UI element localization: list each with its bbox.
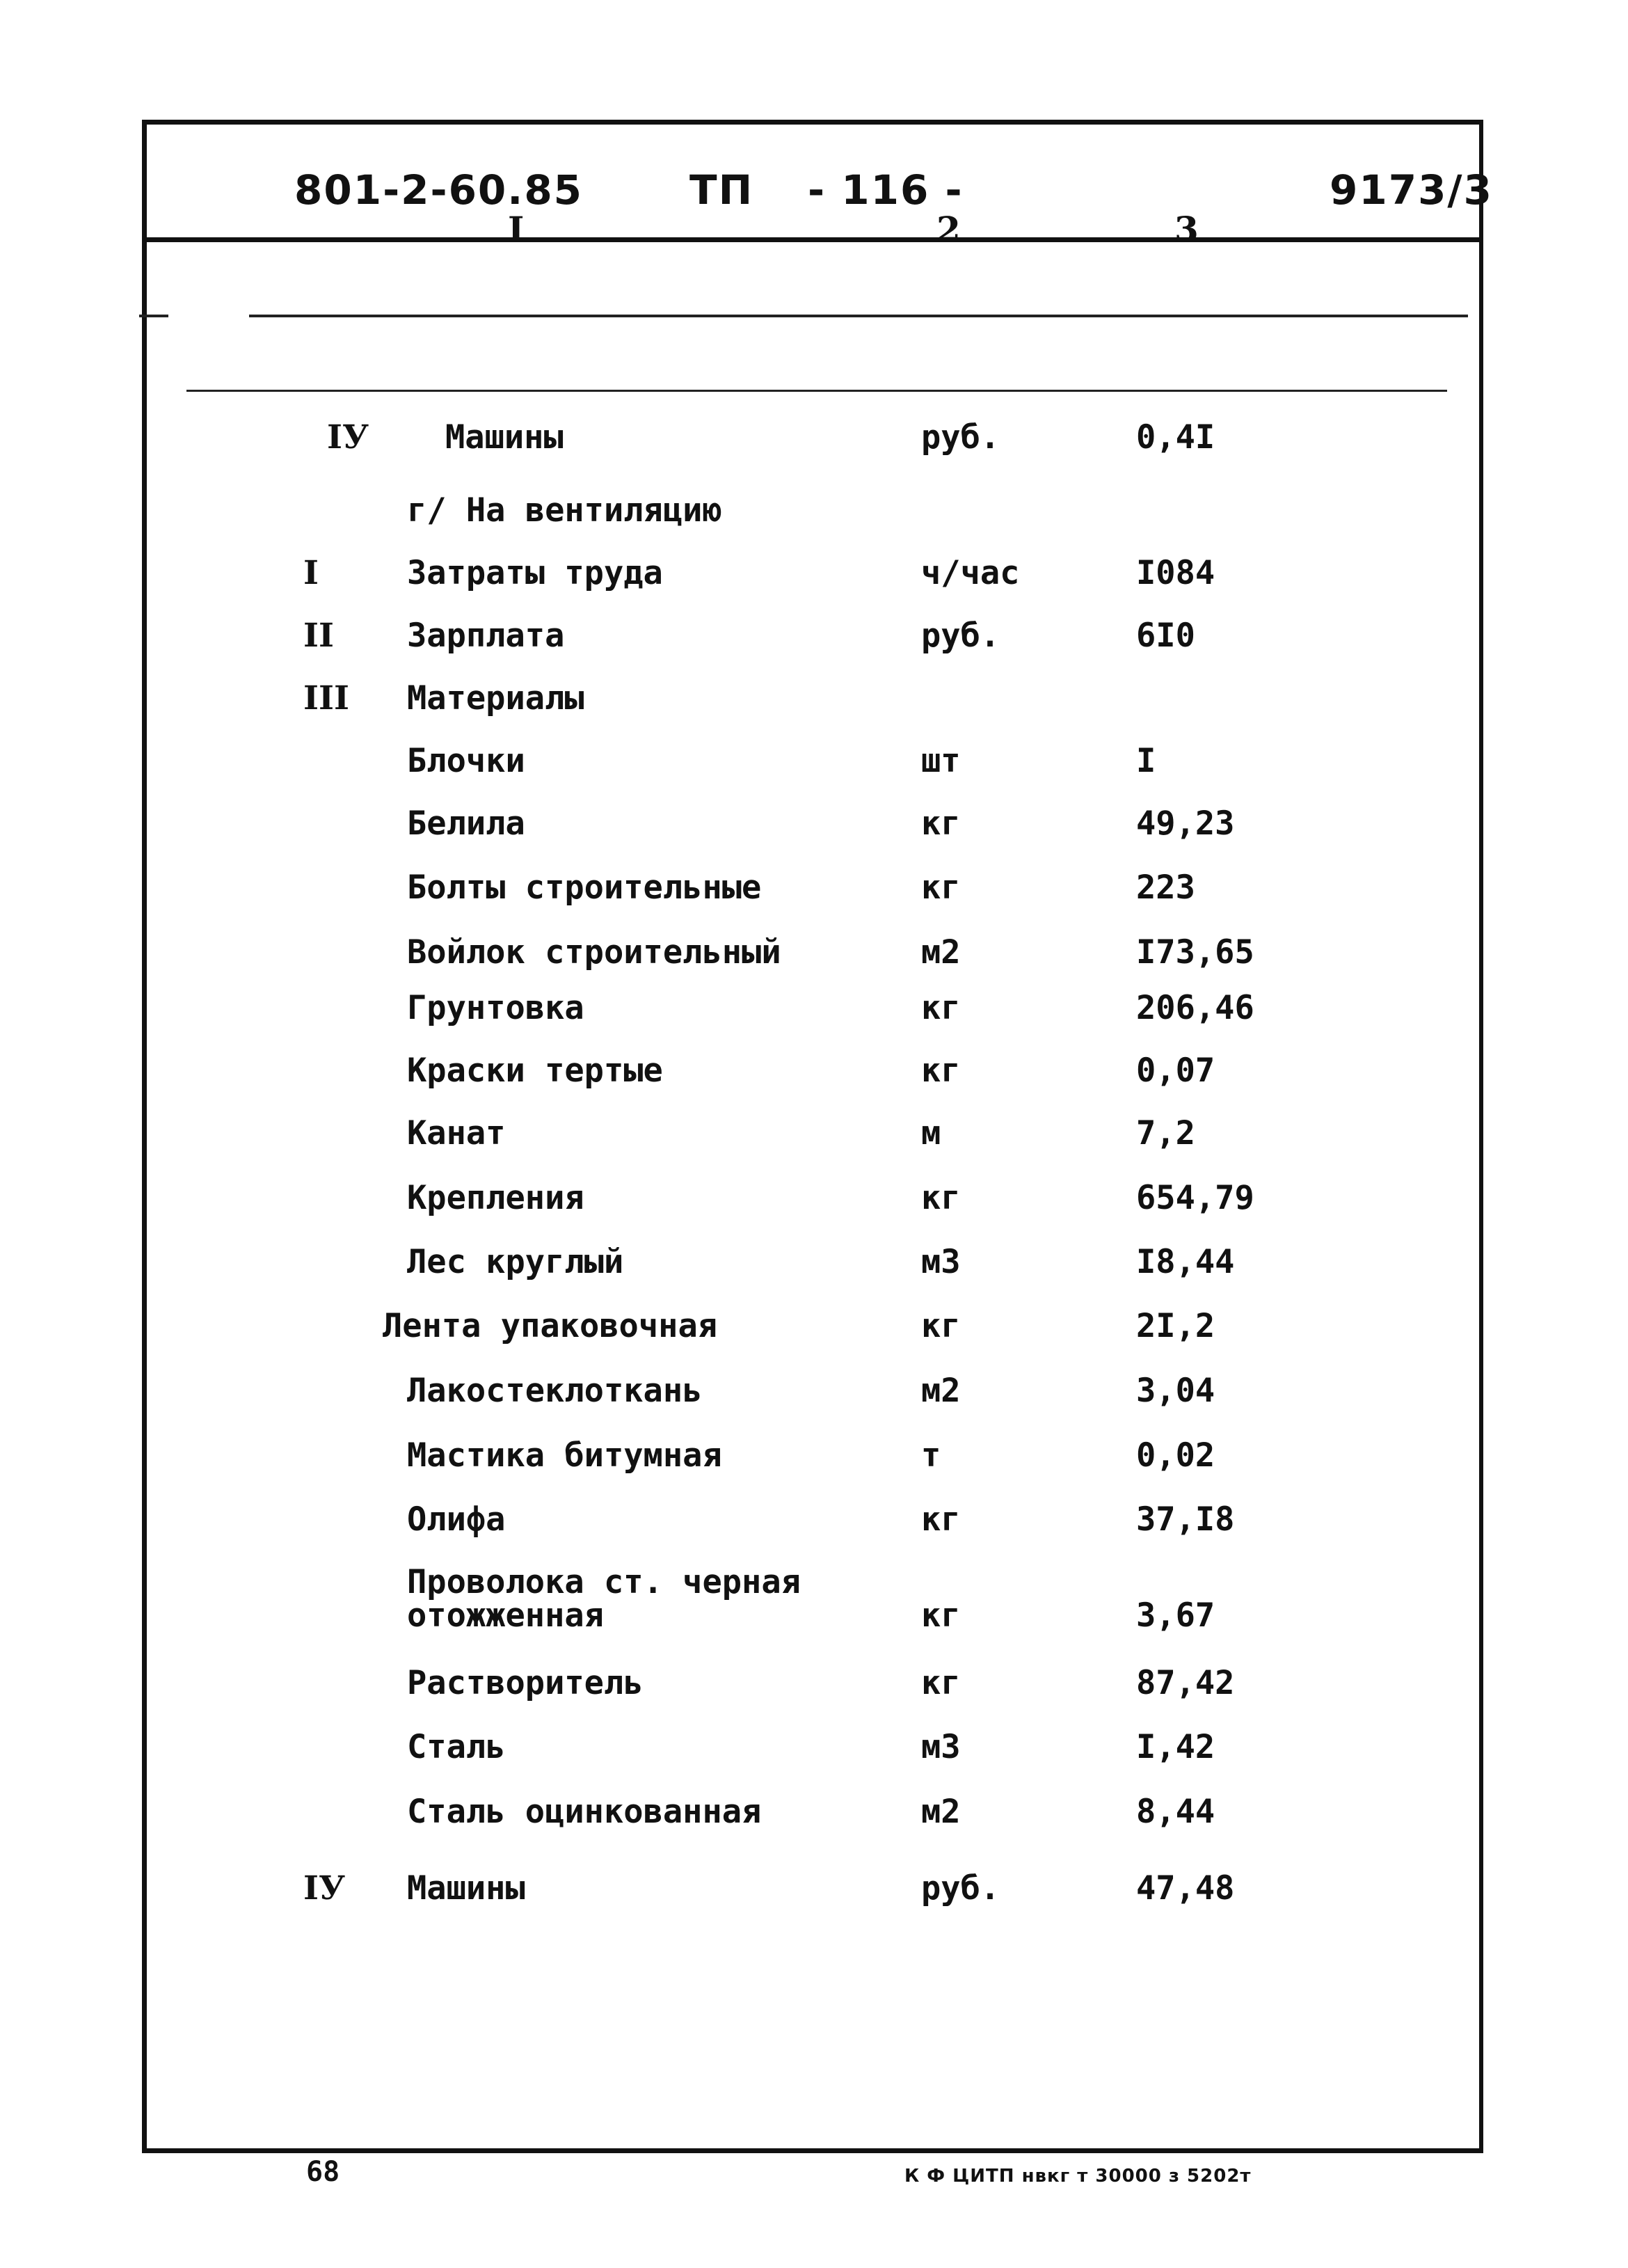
- sheet-number: 9173/3: [1330, 166, 1493, 214]
- table-row: [0, 1179, 1628, 1237]
- row-value: 8,44: [1136, 1793, 1215, 1831]
- table-row: [0, 742, 1628, 800]
- row-number: III: [303, 679, 349, 717]
- row-name: Сталь оцинкованная: [407, 1793, 762, 1831]
- column-header-1: I: [508, 209, 525, 250]
- row-name: Блочки: [407, 742, 525, 780]
- row-unit: кг: [921, 1307, 961, 1345]
- row-unit: м2: [921, 1793, 961, 1831]
- row-value: 7,2: [1136, 1114, 1195, 1152]
- row-name: Белила: [407, 804, 525, 843]
- row-unit: руб.: [921, 1869, 1000, 1908]
- table-row: [0, 679, 1628, 738]
- row-number: II: [303, 617, 334, 655]
- row-value: I8,44: [1136, 1243, 1235, 1281]
- row-number: I: [303, 554, 319, 592]
- row-name: Машины: [445, 418, 564, 457]
- row-value: 206,46: [1136, 989, 1254, 1027]
- footer-print-info: К Ф ЦИТП нвкг т 30000 з 5202т: [904, 2166, 1252, 2187]
- row-value: I73,65: [1136, 933, 1254, 972]
- table-row: [0, 804, 1628, 863]
- page-number: - 116 -: [808, 166, 964, 214]
- row-unit: кг: [921, 989, 961, 1027]
- table-row: [0, 1500, 1628, 1559]
- row-value: 49,23: [1136, 804, 1235, 843]
- table-row: [0, 1563, 1628, 1635]
- row-unit: м2: [921, 1372, 961, 1410]
- table-row: [0, 1054, 1628, 1110]
- row-name: Грунтовка: [407, 989, 584, 1027]
- row-name: Материалы: [407, 679, 584, 717]
- row-name: Краски тертые: [407, 1052, 663, 1090]
- row-name: Сталь: [407, 1728, 506, 1766]
- row-value: 2I,2: [1136, 1307, 1215, 1345]
- table-row: [0, 871, 1628, 927]
- table-row: [0, 1869, 1628, 1928]
- row-value: 6I0: [1136, 617, 1195, 655]
- row-unit: кг: [921, 1179, 961, 1217]
- row-name: Канат: [407, 1114, 506, 1152]
- table-row: [0, 1114, 1628, 1173]
- row-unit: кг: [921, 1052, 961, 1090]
- row-unit: руб.: [921, 617, 1000, 655]
- table-row: [0, 989, 1628, 1047]
- row-value: 654,79: [1136, 1179, 1254, 1217]
- row-value: I: [1136, 742, 1156, 780]
- row-name: Болты строительные: [407, 869, 762, 907]
- row-name: Затраты труда: [407, 554, 663, 592]
- row-unit: кг: [921, 804, 961, 843]
- table-row: [0, 1728, 1628, 1786]
- table-row: [0, 933, 1628, 992]
- row-value: 87,42: [1136, 1664, 1235, 1702]
- row-unit: ч/час: [921, 554, 1020, 592]
- row-number: IУ: [303, 1869, 346, 1908]
- table-row: [0, 619, 1628, 675]
- row-unit: м: [921, 1114, 941, 1152]
- table-row: [0, 1436, 1628, 1495]
- row-unit: м3: [921, 1243, 961, 1281]
- row-unit: руб.: [921, 418, 1000, 457]
- row-value: 3,04: [1136, 1372, 1215, 1410]
- row-name: Лакостеклоткань: [407, 1372, 703, 1410]
- row-unit: кг: [921, 1596, 961, 1635]
- row-name: Войлок строительный: [407, 933, 781, 972]
- doc-series: ТП: [689, 166, 754, 214]
- row-name: Лес круглый: [407, 1243, 624, 1281]
- row-name: Зарплата: [407, 617, 565, 655]
- row-value: 3,67: [1136, 1596, 1215, 1635]
- column-header-3: 3: [1174, 209, 1199, 250]
- row-name: г/ На вентиляцию: [407, 491, 722, 530]
- row-unit: кг: [921, 869, 961, 907]
- table-row: [0, 491, 1628, 550]
- row-name: Крепления: [407, 1179, 584, 1217]
- row-name: Машины: [407, 1869, 525, 1908]
- table-row: [0, 1307, 1628, 1365]
- table-row: [0, 418, 1628, 477]
- document-header: [147, 125, 1493, 242]
- footer-left-mark: 68: [306, 2156, 340, 2188]
- table-row: [0, 1243, 1628, 1301]
- row-value: I,42: [1136, 1728, 1215, 1766]
- row-value: 37,I8: [1136, 1500, 1235, 1539]
- row-number: IУ: [327, 418, 369, 457]
- row-unit: кг: [921, 1664, 961, 1702]
- table-row: [0, 1374, 1628, 1430]
- row-name: Олифа: [407, 1500, 506, 1539]
- table-row: [0, 1664, 1628, 1722]
- row-unit: м2: [921, 933, 961, 972]
- table-row: [0, 554, 1628, 612]
- table-top-rule-stub: [139, 315, 168, 317]
- row-name: Растворитель: [407, 1664, 644, 1702]
- row-unit: т: [921, 1436, 941, 1475]
- row-value: 0,4I: [1136, 418, 1215, 457]
- column-header-2: 2: [936, 209, 961, 250]
- table-top-rule: [249, 315, 1468, 317]
- row-value: I084: [1136, 554, 1215, 592]
- row-unit: шт: [921, 742, 961, 780]
- table-header-rule: [186, 390, 1447, 392]
- row-value: 47,48: [1136, 1869, 1235, 1908]
- doc-code: 801-2-60.85: [294, 166, 584, 214]
- row-unit: кг: [921, 1500, 961, 1539]
- row-name: Проволока ст. черная отожженная: [407, 1563, 801, 1635]
- row-value: 0,02: [1136, 1436, 1215, 1475]
- table-row: [0, 1795, 1628, 1851]
- row-value: 0,07: [1136, 1052, 1215, 1090]
- row-unit: м3: [921, 1728, 961, 1766]
- row-name: Лента упаковочная: [383, 1307, 718, 1345]
- row-name: Мастика битумная: [407, 1436, 722, 1475]
- row-value: 223: [1136, 869, 1195, 907]
